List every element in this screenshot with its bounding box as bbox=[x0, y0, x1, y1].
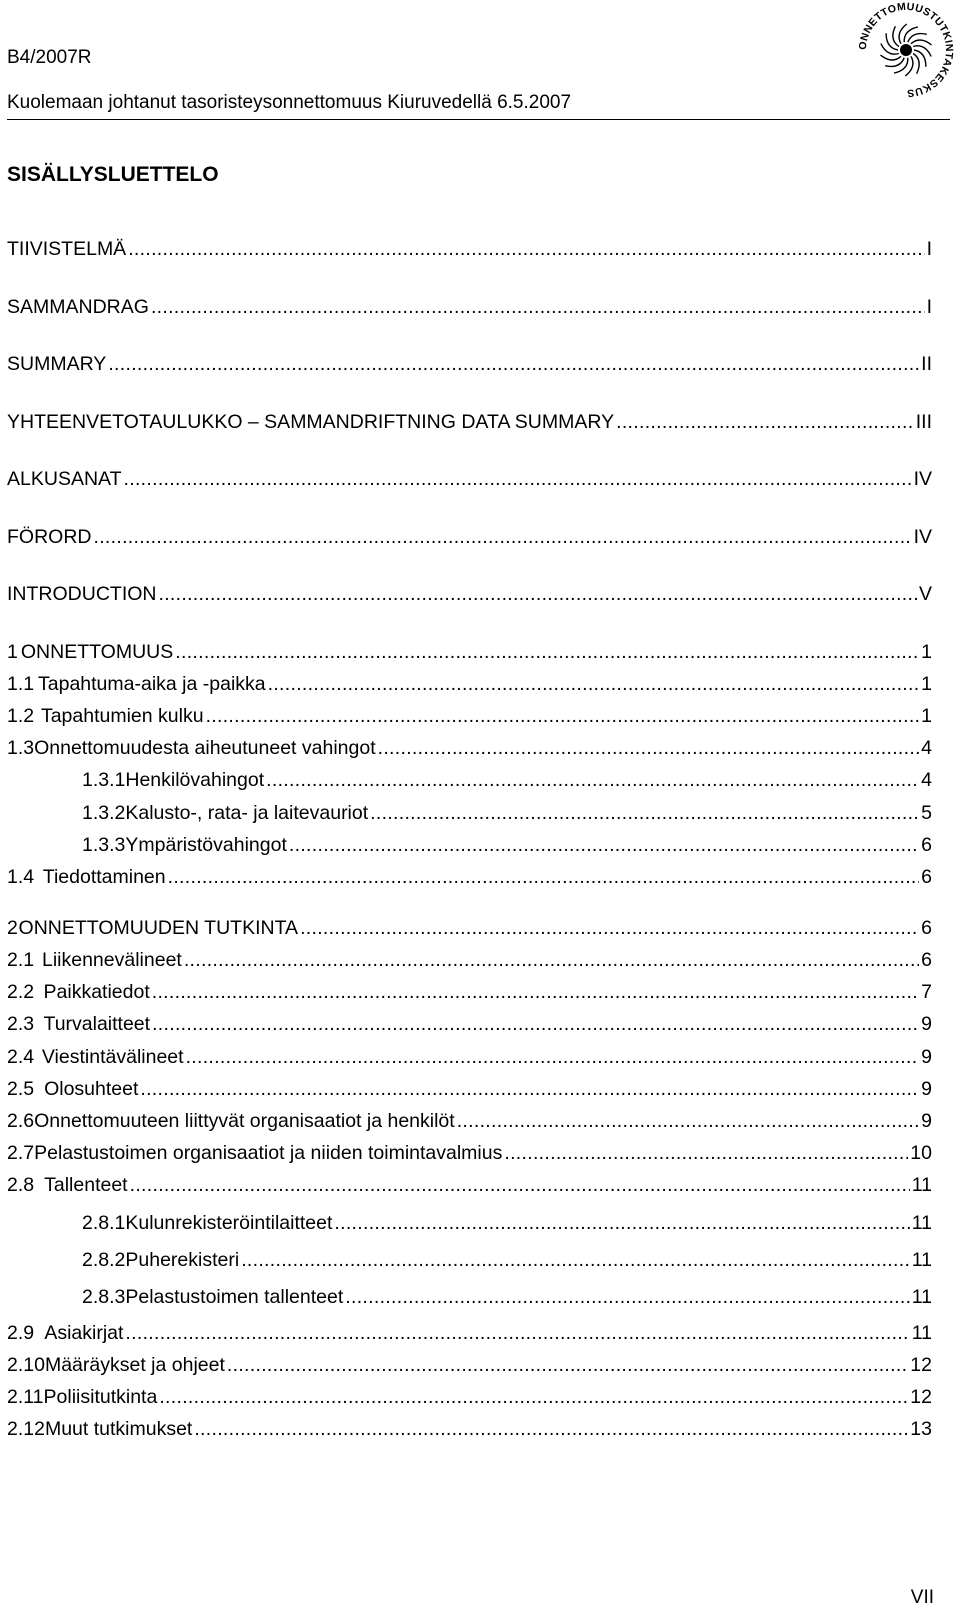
toc-dot-leader bbox=[378, 737, 920, 760]
toc-entry[interactable] bbox=[7, 526, 932, 549]
toc-entry-number: 1.3 bbox=[7, 737, 35, 759]
toc-entry-title: Henkilövahingot bbox=[125, 769, 265, 791]
toc-entry-title: Kalusto-, rata- ja laitevauriot bbox=[125, 802, 369, 824]
toc-entry[interactable] bbox=[7, 949, 932, 972]
toc-entry-title: Puherekisteri bbox=[125, 1249, 240, 1271]
report-title: Kuolemaan johtanut tasoristeysonnettomuus Kiuruvedellä 6.5.2007 bbox=[7, 92, 572, 113]
toc-dot-leader bbox=[300, 917, 919, 940]
toc-entry-title: Muut tutkimukset bbox=[44, 1418, 193, 1440]
toc-dot-leader bbox=[108, 353, 919, 376]
toc-entry-page: IV bbox=[913, 526, 932, 548]
toc-entry[interactable] bbox=[7, 1418, 932, 1441]
toc-entry-page: 13 bbox=[910, 1418, 932, 1440]
toc-entry-number: 2.11 bbox=[7, 1386, 44, 1408]
toc-dot-leader bbox=[194, 1418, 908, 1441]
toc-entry-page: 6 bbox=[921, 949, 932, 971]
toc-dot-leader bbox=[151, 296, 925, 319]
page-number: VII bbox=[910, 1587, 934, 1608]
toc-entry-number: 2.6 bbox=[7, 1110, 35, 1132]
toc-dot-leader bbox=[124, 468, 912, 491]
toc-entry[interactable] bbox=[7, 1013, 932, 1036]
toc-entry-number: 2.12 bbox=[7, 1418, 45, 1440]
toc-entry-title: FÖRORD bbox=[7, 526, 92, 548]
toc-entry[interactable] bbox=[7, 583, 932, 606]
toc-entry-number: 1.3.1 bbox=[82, 769, 126, 791]
toc-entry-page: 9 bbox=[921, 1078, 932, 1100]
toc-entry-number: 2.5 bbox=[7, 1078, 35, 1100]
toc-entry-title: ONNETTOMUUS bbox=[20, 641, 174, 663]
toc-dot-leader bbox=[370, 802, 919, 825]
toc-dot-leader bbox=[168, 866, 920, 889]
toc-entry[interactable] bbox=[7, 468, 932, 491]
toc-dot-leader bbox=[186, 1046, 920, 1069]
toc-entry-title: Onnettomuuteen liittyvät organisaatiot ja henkilöt bbox=[34, 1110, 455, 1132]
toc-entry[interactable] bbox=[82, 1212, 932, 1235]
toc-dot-leader bbox=[616, 411, 914, 434]
toc-entry-page: 9 bbox=[921, 1046, 932, 1068]
toc-entry-title: Tapahtumien kulku bbox=[40, 705, 204, 727]
toc-entry-number: 2.8 bbox=[7, 1174, 35, 1196]
toc-entry-number: 1.4 bbox=[7, 866, 35, 888]
toc-dot-leader bbox=[184, 949, 919, 972]
toc-entry[interactable] bbox=[82, 1249, 932, 1272]
toc-entry-title: ONNETTOMUUDEN TUTKINTA bbox=[18, 917, 299, 939]
toc-entry-page: 4 bbox=[921, 737, 932, 759]
toc-dot-leader bbox=[345, 1286, 909, 1309]
toc-entry[interactable] bbox=[7, 1142, 932, 1165]
toc-entry-title: Pelastustoimen organisaatiot ja niiden toimintavalmius bbox=[34, 1142, 503, 1164]
toc-entry-page: 11 bbox=[911, 1212, 932, 1234]
toc-entry-title: ALKUSANAT bbox=[7, 468, 122, 490]
toc-entry[interactable] bbox=[7, 411, 932, 434]
toc-entry-page: 6 bbox=[921, 866, 932, 888]
toc-entry[interactable] bbox=[82, 834, 932, 857]
toc-dot-leader bbox=[227, 1354, 908, 1377]
toc-entry-page: 11 bbox=[911, 1249, 932, 1271]
toc-entry-number: 2.2 bbox=[7, 981, 35, 1003]
toc-entry-title: YHTEENVETOTAULUKKO – SAMMANDRIFTNING DATA SUMMARY bbox=[7, 411, 615, 433]
toc-entry-title: Onnettomuudesta aiheutuneet vahingot bbox=[34, 737, 376, 759]
toc-entry[interactable] bbox=[7, 981, 932, 1004]
toc-entry-title: Tapahtuma-aika ja -paikka bbox=[38, 673, 266, 695]
toc-entry[interactable] bbox=[7, 353, 932, 376]
toc-dot-leader bbox=[159, 583, 917, 606]
toc-entry[interactable] bbox=[7, 917, 932, 940]
toc-entry-number: 2.4 bbox=[7, 1046, 35, 1068]
toc-entry[interactable] bbox=[82, 769, 932, 792]
toc-entry-page: 11 bbox=[911, 1286, 932, 1308]
toc-entry-page: 10 bbox=[910, 1142, 932, 1164]
toc-entry-page: II bbox=[921, 353, 932, 375]
toc-entry-title: INTRODUCTION bbox=[7, 583, 157, 605]
toc-entry-number: 2.8.3 bbox=[82, 1286, 126, 1308]
toc-entry-number: 2.7 bbox=[7, 1142, 35, 1164]
toc-entry-title: Ympäristövahingot bbox=[125, 834, 287, 856]
toc-entry[interactable] bbox=[7, 1386, 932, 1409]
toc-dot-leader bbox=[125, 1322, 909, 1345]
toc-entry-title: Tiedottaminen bbox=[42, 866, 166, 888]
header-divider bbox=[7, 119, 950, 120]
toc-entry-page: 6 bbox=[921, 917, 932, 939]
toc-entry-number: 2.10 bbox=[7, 1354, 45, 1376]
toc-entry-title: Paikkatiedot bbox=[43, 981, 150, 1003]
toc-dot-leader bbox=[241, 1249, 910, 1272]
toc-dot-leader bbox=[175, 641, 919, 664]
toc-entry[interactable] bbox=[7, 296, 932, 319]
toc-dot-leader bbox=[504, 1142, 908, 1165]
toc-entry-title: Asiakirjat bbox=[44, 1322, 124, 1344]
toc-entry-page: 5 bbox=[921, 802, 932, 824]
toc-heading: SISÄLLYSLUETTELO bbox=[7, 163, 219, 186]
svg-text:ONNETTOMUUSTUTKINTAKESKUS: ONNETTOMUUSTUTKINTAKESKUS bbox=[856, 0, 956, 100]
toc-entry-number: 1.3.2 bbox=[82, 802, 126, 824]
toc-entry-title: SUMMARY bbox=[7, 353, 107, 375]
toc-entry-number: 1.3.3 bbox=[82, 834, 126, 856]
toc-entry-title: Kulunrekisteröintilaitteet bbox=[125, 1212, 333, 1234]
toc-entry[interactable] bbox=[7, 866, 932, 889]
toc-entry[interactable] bbox=[7, 1354, 932, 1377]
toc-entry-page: 4 bbox=[921, 769, 932, 791]
toc-entry-page: IV bbox=[913, 468, 932, 490]
toc-entry[interactable] bbox=[7, 1078, 932, 1101]
toc-entry-title: Viestintävälineet bbox=[41, 1046, 184, 1068]
toc-dot-leader bbox=[266, 769, 919, 792]
toc-dot-leader bbox=[159, 1386, 908, 1409]
toc-entry-page: 1 bbox=[921, 705, 932, 727]
toc-entry-page: I bbox=[926, 296, 932, 318]
toc-entry[interactable] bbox=[7, 673, 932, 696]
toc-entry-number: 1.2 bbox=[7, 705, 35, 727]
toc-entry[interactable] bbox=[7, 641, 932, 664]
toc-entry[interactable] bbox=[7, 1174, 932, 1197]
toc-entry-number: 2.8.2 bbox=[82, 1249, 126, 1271]
toc-entry-title: Tallenteet bbox=[44, 1174, 128, 1196]
toc-dot-leader bbox=[128, 238, 924, 261]
toc-entry[interactable] bbox=[82, 802, 932, 825]
toc-dot-leader bbox=[152, 1013, 919, 1036]
toc-entry-page: 1 bbox=[921, 673, 932, 695]
toc-entry-title: SAMMANDRAG bbox=[7, 296, 149, 318]
toc-dot-leader bbox=[457, 1110, 919, 1133]
toc-entry-title: Turvalaitteet bbox=[43, 1013, 151, 1035]
toc-entry[interactable] bbox=[7, 1322, 932, 1345]
toc-entry[interactable] bbox=[7, 1046, 932, 1069]
toc-entry-page: III bbox=[915, 411, 932, 433]
toc-dot-leader bbox=[152, 981, 919, 1004]
toc-dot-leader bbox=[289, 834, 919, 857]
toc-entry-page: 9 bbox=[921, 1110, 932, 1132]
toc-entry-page: V bbox=[918, 583, 932, 605]
toc-entry-number: 2.9 bbox=[7, 1322, 35, 1344]
toc-entry-page: 1 bbox=[921, 641, 932, 663]
toc-dot-leader bbox=[268, 673, 920, 696]
toc-entry-title: Olosuhteet bbox=[44, 1078, 139, 1100]
toc-entry[interactable] bbox=[7, 737, 932, 760]
toc-dot-leader bbox=[130, 1174, 910, 1197]
toc-entry[interactable] bbox=[82, 1286, 932, 1309]
toc-entry-title: TIIVISTELMÄ bbox=[7, 238, 127, 260]
report-code: B4/2007R bbox=[7, 47, 92, 68]
toc-entry-number: 2 bbox=[7, 917, 18, 939]
toc-dot-leader bbox=[140, 1078, 919, 1101]
toc-entry-page: 6 bbox=[921, 834, 932, 856]
toc-entry-title: Pelastustoimen tallenteet bbox=[125, 1286, 344, 1308]
toc-entry-number: 1.1 bbox=[7, 673, 35, 695]
toc-entry-number: 2.3 bbox=[7, 1013, 35, 1035]
toc-dot-leader bbox=[334, 1212, 909, 1235]
toc-entry[interactable] bbox=[7, 1110, 932, 1133]
toc-entry[interactable] bbox=[7, 238, 932, 261]
toc-dot-leader bbox=[206, 705, 920, 728]
toc-entry-page: I bbox=[926, 238, 932, 260]
toc-entry-page: 11 bbox=[911, 1174, 932, 1196]
onnettomuustutkintakeskus-logo bbox=[856, 0, 956, 100]
toc-entry-number: 2.8.1 bbox=[82, 1212, 126, 1234]
toc-entry-page: 12 bbox=[910, 1386, 932, 1408]
toc-entry-page: 11 bbox=[911, 1322, 932, 1344]
toc-entry-number: 1 bbox=[7, 641, 18, 663]
toc-entry-page: 7 bbox=[921, 981, 932, 1003]
toc-entry-number: 2.1 bbox=[7, 949, 35, 971]
toc-entry-title: Poliisitutkinta bbox=[43, 1386, 158, 1408]
toc-entry[interactable] bbox=[7, 705, 932, 728]
toc-entry-title: Määräykset ja ohjeet bbox=[44, 1354, 225, 1376]
toc-entry-page: 12 bbox=[910, 1354, 932, 1376]
toc-entry-page: 9 bbox=[921, 1013, 932, 1035]
toc-entry-title: Liikennevälineet bbox=[41, 949, 182, 971]
toc-dot-leader bbox=[94, 526, 912, 549]
